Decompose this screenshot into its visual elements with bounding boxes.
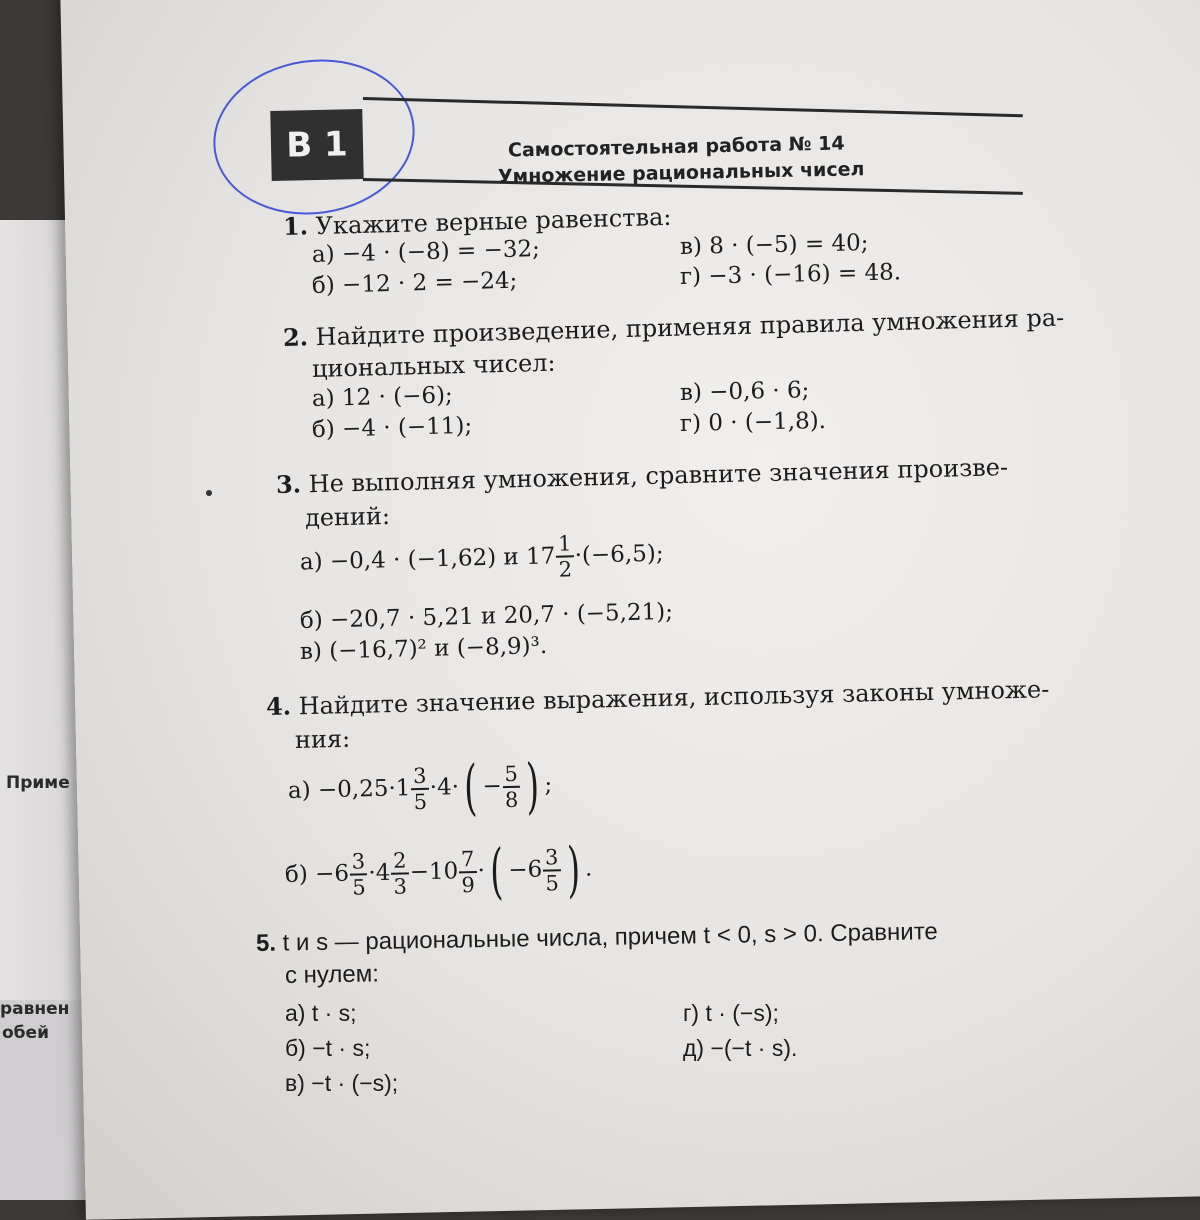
- fraction-denominator: 2: [558, 557, 573, 582]
- task-1-item-b: б) −12 · 2 = −24;: [311, 267, 518, 299]
- left-paren: (: [489, 836, 504, 907]
- task-3-item-a-end: ·(−6,5);: [574, 540, 664, 569]
- task-1-number: 1.: [282, 211, 309, 241]
- task-2-item-d: г) 0 · (−1,8).: [679, 407, 827, 437]
- task-4-item-b: [284, 834, 593, 907]
- task-4b-fraction-1: [350, 848, 368, 900]
- background-fragment-1: Приме: [6, 773, 70, 793]
- variant-badge: B 1: [270, 109, 363, 181]
- task-5-prompt: [256, 918, 938, 958]
- task-5-item-d: г) t · (−s);: [683, 1000, 779, 1026]
- task-2-text-line-2: циональных чисел:: [311, 348, 556, 383]
- fraction-denominator: 8: [504, 787, 519, 812]
- task-1-text: Укажите верные равенства:: [315, 202, 672, 241]
- task-5-text-line-2: с нулем:: [284, 960, 380, 989]
- task-3-text-line-2: дений:: [304, 501, 391, 532]
- fraction-denominator: 9: [461, 872, 476, 897]
- task-4b-part-3: ·: [477, 857, 486, 884]
- task-4b-end: .: [584, 855, 593, 882]
- task-4a-fraction-2: [502, 763, 520, 810]
- fraction-numerator: 2: [391, 850, 409, 874]
- task-3-text-line-1: Не выполняя умножения, сравните значения произве-: [308, 453, 1009, 499]
- task-4b-part-1: ·4: [368, 859, 391, 887]
- task-3-item-a: [299, 531, 664, 587]
- task-4b-start: б) −6: [284, 860, 350, 888]
- task-4-item-a: [287, 751, 553, 823]
- task-5-item-b: б) −t · s;: [285, 1035, 371, 1061]
- task-4-text-line-1: Найдите значение выражения, используя законы умноже-: [298, 675, 1050, 721]
- fraction-numerator: 3: [543, 847, 561, 871]
- task-5-item-c: в) −t · (−s);: [285, 1070, 399, 1096]
- fraction-numerator: 3: [411, 765, 429, 789]
- background-fragment-3: обей: [2, 1023, 49, 1043]
- task-4b-inner: −6: [508, 856, 543, 884]
- fraction-denominator: 5: [413, 789, 428, 814]
- task-2-item-a: а) 12 · (−6);: [311, 382, 454, 412]
- background-fragment-2: равнен: [0, 999, 70, 1019]
- task-3-number: 3.: [275, 469, 302, 499]
- task-4-number: 4.: [265, 691, 292, 721]
- task-4-text-line-2: ния:: [294, 724, 351, 754]
- task-1-item-a: а) −4 · (−8) = −32;: [311, 236, 541, 268]
- fraction-numerator: 1: [556, 533, 574, 557]
- task-3-item-b: б) −20,7 · 5,21 и 20,7 · (−5,21);: [299, 598, 674, 634]
- right-paren: ): [566, 834, 581, 906]
- task-1-item-d: г) −3 · (−16) = 48.: [679, 259, 902, 290]
- worksheet-title: Самостоятельная работа № 14: [507, 132, 845, 162]
- task-2-prompt: [283, 303, 1065, 352]
- task-4a-end: ;: [544, 772, 553, 799]
- task-3-item-c: в) (−16,7)² и (−8,9)³.: [299, 632, 548, 665]
- task-4b-fraction-3: [459, 848, 477, 895]
- task-1-item-c: в) 8 · (−5) = 40;: [679, 230, 869, 260]
- fraction-denominator: 3: [393, 873, 408, 899]
- fraction-numerator: 5: [502, 763, 520, 787]
- task-3-item-a-start: а) −0,4 · (−1,62) и 17: [299, 543, 556, 576]
- task-4a-fraction-1: [411, 765, 429, 812]
- worksheet-subtitle: Умножение рациональных чисел: [497, 158, 865, 188]
- task-5-item-a: а) t · s;: [285, 1000, 357, 1026]
- task-4-prompt: [266, 674, 1050, 721]
- header-top-rule: [363, 97, 1023, 117]
- fraction-numerator: 7: [459, 848, 477, 872]
- task-2-text-line-1: Найдите произведение, применяя правила умножения ра-: [315, 303, 1065, 352]
- task-2-item-b: б) −4 · (−11);: [311, 412, 473, 443]
- task-3-fraction: [556, 533, 575, 580]
- fraction-denominator: 5: [545, 870, 560, 896]
- task-5-text-line-1: t и s — рациональные числа, причем t < 0, s > 0. Сравните: [282, 918, 938, 957]
- fraction-denominator: 5: [352, 874, 366, 900]
- task-4b-fraction-2: [391, 847, 409, 899]
- task-2-item-c: в) −0,6 · 6;: [679, 377, 810, 406]
- task-2-number: 2.: [282, 322, 309, 352]
- right-paren: ): [525, 751, 541, 822]
- task-5-number: 5.: [255, 929, 277, 957]
- task-4a-sign: −: [482, 773, 502, 800]
- task-5-item-e: д) −(−t · s).: [683, 1035, 798, 1061]
- left-paren: (: [463, 752, 478, 823]
- task-4b-fraction-4: [543, 844, 561, 896]
- task-4b-part-2: −10: [409, 858, 459, 886]
- task-4a-start: а) −0,25·1: [287, 775, 411, 804]
- task-4a-middle: ·4·: [429, 774, 460, 801]
- task-3-prompt: [276, 452, 1009, 499]
- pen-dot: [206, 490, 212, 496]
- fraction-numerator: 3: [350, 851, 368, 875]
